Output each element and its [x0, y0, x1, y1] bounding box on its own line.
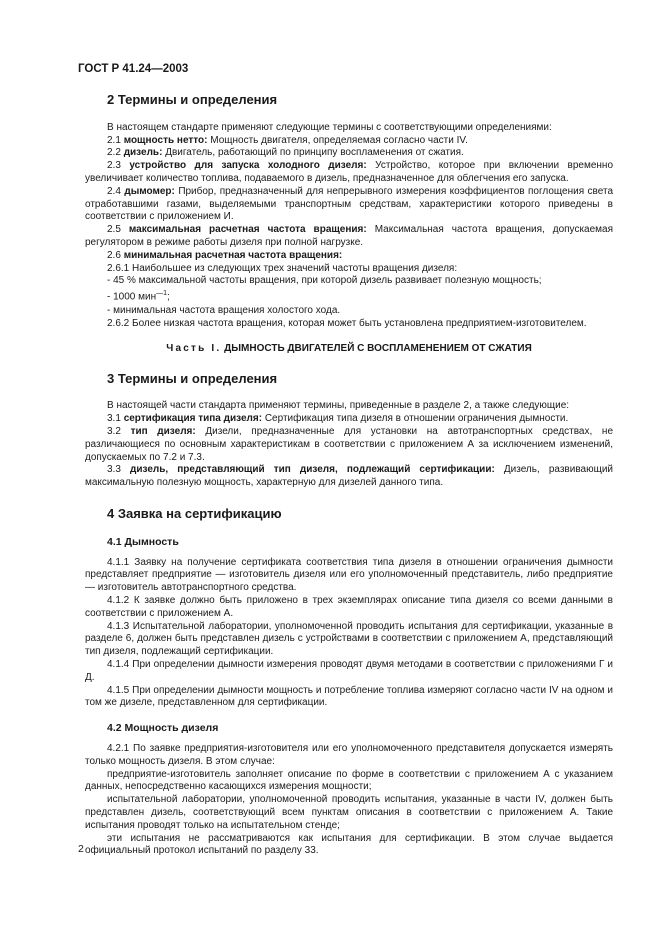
term-2-5: 2.5 максимальная расчетная частота вращения: Максимальная частота вращения, допускаемая регулятором в режиме работы дизеля при полной нагрузке.: [85, 224, 614, 248]
section-3-heading: 3 Термины и определения: [107, 370, 278, 386]
term-2-6-1-item-b: - 1000 мин$^{—1}$;: [107, 290, 170, 303]
term-2-6-1: 2.6.1 Наибольшее из следующих трех значений частоты вращения дизеля:: [107, 262, 458, 274]
document-body: [85, 94, 613, 858]
part-1-title: Часть I. ДЫМНОСТЬ ДВИГАТЕЛЕЙ С ВОСПЛАМЕНЕНИЕМ ОТ СЖАТИЯ: [166, 342, 532, 354]
term-2-6-2: 2.6.2 Более низкая частота вращения, которая может быть установлена предприятием-изготовителем.: [107, 318, 587, 330]
term-3-2: 3.2 тип дизеля: Дизели, предназначенные для установки на автотранспортных средствах, не различающиеся по основным характеристикам в соответствии с приложением А за исключением изменений, допускаемых по 7.2 и 7.3.: [85, 426, 614, 463]
section-2-heading: 2 Термины и определения: [107, 92, 278, 107]
term-2-6-1-item-a: - 45 % максимальной частоты вращения, при которой дизель развивает полезную мощность;: [107, 275, 542, 287]
clause-4-2-1-item-b: испытательной лаборатории, уполномоченной проводить испытания, указанные в части IV, должен быть представлен дизель, соответствующий всем пунктам описания в соответствии с приложением А. Такие испытания проводят только на испытательном стенде;: [85, 794, 613, 831]
clause-4-1-1: 4.1.1 Заявку на получение сертификата соответствия типа дизеля в отношении ограничения дымности представляет предприятие — изготовитель дизеля или его уполномоченный представитель, либо предприятие — изготовитель автотранспортного средства.: [85, 556, 613, 594]
section-2-intro: В настоящем стандарте применяют следующие термины с соответствующими определениями:: [107, 121, 552, 133]
page-number: 2: [78, 843, 84, 855]
clause-4-1-4: 4.1.4 При определении дымности измерения проводят двумя методами в соответствии с приложениями Г и Д.: [85, 659, 613, 683]
clause-4-1-5: 4.1.5 При определении дымности мощность и потребление топлива измеряют согласно части IV на одном и том же дизеле, представленном для сертификации.: [85, 684, 613, 709]
clause-4-2-1-item-c: эти испытания не рассматриваются как испытания для сертификации. В этом случае выдается официальный протокол испытаний по разделу 33.: [85, 832, 613, 857]
term-3-1: 3.1 сертификация типа дизеля: Сертификация типа дизеля в отношении ограничения дымности.: [107, 413, 569, 425]
clause-4-2-1: 4.2.1 По заявке предприятия-изготовителя или его уполномоченного представителя допускается измерять только мощность дизеля. В этом случае:: [85, 743, 613, 767]
document-header: ГОСТ Р 41.24—2003: [78, 63, 189, 75]
section-3-intro: В настоящей части стандарта применяют термины, приведенные в разделе 2, а также следующие:: [107, 400, 570, 412]
clause-4-1-3: 4.1.3 Испытательной лаборатории, уполномоченной проводить испытания для сертификации, указанные в разделе 6, должен быть представлен дизель с устройствами в соответствии с приложением А, представляющий тип дизеля, подлежащий сертификации.: [85, 620, 613, 658]
term-3-3: 3.3 дизель, представляющий тип дизеля, подлежащий сертификации: Дизель, развивающий максимальную полезную мощность, характерную для дизелей данного типа.: [85, 464, 613, 489]
section-4-heading: 4 Заявка на сертификацию: [107, 506, 282, 522]
term-2-4: 2.4 дымомер: Прибор, предназначенный для непрерывного измерения коэффициентов поглощения света отработавшими газами, выделяемыми транспортным средствам, характеристики которого приведены в соответствии с приложением И.: [85, 185, 614, 223]
term-2-2: 2.2 дизель: Двигатель, работающий по принципу воспламенения от сжатия.: [107, 147, 464, 159]
subsection-4-2-heading: 4.2 Мощность дизеля: [107, 722, 219, 735]
clause-4-1-2: 4.1.2 К заявке должно быть приложено в трех экземплярах описание типа дизеля со всеми данными в соответствии с приложением А.: [85, 595, 613, 619]
term-2-3: 2.3 устройство для запуска холодного дизеля: Устройство, которое при включении временно увеличивает количество топлива, подаваемого в дизель, предназначенное для облегчения его запуска.: [85, 160, 614, 184]
clause-4-2-1-item-a: предприятие-изготовитель заполняет описание по форме в соответствии с приложением А с указанием данных, непосредственно касающихся измерения мощности;: [85, 768, 613, 793]
term-2-1: 2.1 мощность нетто: Мощность двигателя, определяемая согласно части IV.: [107, 134, 468, 146]
subsection-4-1-heading: 4.1 Дымность: [107, 535, 179, 548]
term-2-6-1-item-c: - минимальная частота вращения холостого хода.: [107, 305, 341, 317]
term-2-6: 2.6 минимальная расчетная частота вращения:: [107, 249, 343, 261]
